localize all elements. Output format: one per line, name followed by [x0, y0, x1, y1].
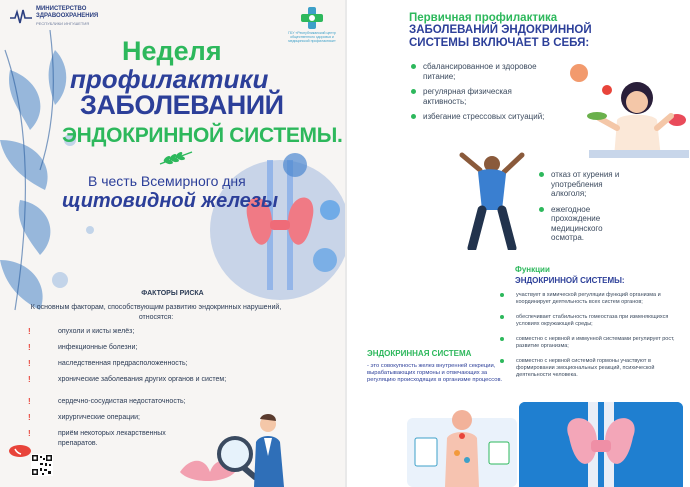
functions-list [492, 292, 684, 387]
prevention-item-text: сбалансированное и здоровое питание; [423, 62, 537, 81]
risk-factors-intro: К основным факторам, способствующим развитию эндокринных нарушений, относятся: [30, 304, 282, 321]
man-stretching-illustration [432, 150, 542, 250]
exclamation-icon: ! [28, 359, 31, 368]
bullet-icon [411, 89, 416, 94]
list-item [492, 292, 684, 306]
functions-heading-line2: ЭНДОКРИННОЙ СИСТЕМЫ: [515, 276, 625, 285]
prevention-item-text: регулярная физическая активность; [423, 87, 512, 106]
bullet-icon [411, 64, 416, 69]
risk-item-text: наследственная предрасположенность; [58, 360, 188, 367]
function-item-text: обеспечивает стабильность гомеостаза при изменяющихся условиях окружающей среды; [516, 314, 669, 327]
prevention-item-text: ежегодное прохождение медицинского осмотра. [551, 204, 603, 242]
risk-item-text: сердечно-сосудистая недостаточность; [58, 398, 186, 405]
sprig-icon [158, 150, 194, 166]
exclamation-icon: ! [28, 343, 31, 352]
poster-title-line1: Неделя [122, 36, 222, 66]
list-item [492, 314, 684, 328]
list-item [537, 170, 637, 199]
prevention-heading-line1: Первичная профилактика [409, 12, 558, 24]
pulse-icon [10, 9, 32, 25]
prevention-item-text: отказ от курения и употребления алкоголя; [551, 170, 620, 198]
list-item [28, 429, 183, 448]
list-item [492, 358, 684, 379]
health-center-logo-icon [300, 6, 324, 30]
ministry-logo [10, 6, 98, 27]
risk-item-text: приём некоторых лекарственных препаратов. [58, 430, 166, 447]
qr-code [31, 454, 53, 476]
list-item [537, 205, 637, 243]
exclamation-icon: ! [28, 375, 31, 384]
function-item-text: совместно с нервной и иммунной системами регулирует рост, развитие организма; [516, 336, 675, 349]
exclamation-icon: ! [28, 327, 31, 336]
list-item [28, 397, 258, 407]
health-center-logo-text: ГБУ «Республиканский центр общественного здоровья и медицинской профилактики» [288, 31, 336, 43]
risk-item-text: опухоли и кисты желёз; [58, 328, 135, 335]
poster-subtitle-line2: щитовидной железы [62, 190, 279, 212]
list-item [28, 343, 258, 353]
endocrine-body-illustration [407, 398, 517, 487]
bullet-icon [411, 114, 416, 119]
prevention-heading-line2: ЗАБОЛЕВАНИЙ ЭНДОКРИННОЙ СИСТЕМЫ ВКЛЮЧАЕТ В СЕБЯ: [409, 24, 592, 49]
right-poster [347, 0, 690, 487]
functions-heading-line1: Функции [515, 265, 550, 274]
poster-title-line4: ЭНДОКРИННОЙ СИСТЕМЫ. [62, 124, 343, 147]
exclamation-icon: ! [28, 413, 31, 422]
prevention-list-b [537, 170, 637, 249]
prevention-list-a [409, 62, 549, 128]
ministry-logo-line2: ЗДРАВООХРАНЕНИЯ [36, 13, 99, 19]
function-item-text: совместно с нервной системой гормоны участвуют в формировании эмоциональных реакций, психической деятельности человека. [516, 358, 655, 378]
function-item-text: участвует в химической регуляции функций организма и координирует деятельность всех систем органов; [516, 292, 661, 305]
woman-healthy-food-illustration [559, 58, 689, 158]
list-item [28, 375, 228, 385]
prevention-item-text: избегание стрессовых ситуаций; [423, 112, 545, 121]
thyroid-gland-icon [519, 402, 683, 487]
poster-subtitle-line1: В честь Всемирного дня [88, 173, 246, 189]
risk-item-text: инфекционные болезни; [58, 344, 138, 351]
poster-title-line3: ЗАБОЛЕВАНИЙ [80, 90, 284, 120]
risk-item-text: хирургические операции; [58, 414, 140, 421]
list-item [409, 112, 549, 122]
hotline-logo-icon [8, 444, 32, 458]
bullet-icon [500, 315, 504, 319]
exclamation-icon: ! [28, 397, 31, 406]
bullet-icon [500, 293, 504, 297]
ministry-logo-line1: МИНИСТЕРСТВО [36, 6, 87, 12]
risk-factors-title: ФАКТОРЫ РИСКА [141, 290, 204, 297]
endocrine-system-heading: ЭНДОКРИННАЯ СИСТЕМА [367, 349, 472, 358]
bullet-icon [500, 337, 504, 341]
list-item [28, 359, 258, 369]
poster-title-line2: профилактики [70, 64, 269, 94]
bullet-icon [539, 172, 544, 177]
list-item [409, 62, 549, 81]
doctor-magnifier-illustration [180, 412, 290, 487]
list-item [492, 336, 684, 350]
thyroid-image-card [519, 402, 683, 487]
bullet-icon [539, 207, 544, 212]
list-item [409, 87, 549, 106]
list-item [28, 327, 258, 337]
exclamation-icon: ! [28, 429, 31, 438]
risk-item-text: хронические заболевания других органов и систем; [58, 376, 227, 383]
endocrine-system-definition: - это совокупность желез внутренней секреции, вырабатывающих гормоны и отвечающих за регуляцию происходящих в организме процессов. [367, 363, 503, 383]
ministry-logo-sub: РЕСПУБЛИКИ ИНГУШЕТИЯ [36, 21, 90, 26]
